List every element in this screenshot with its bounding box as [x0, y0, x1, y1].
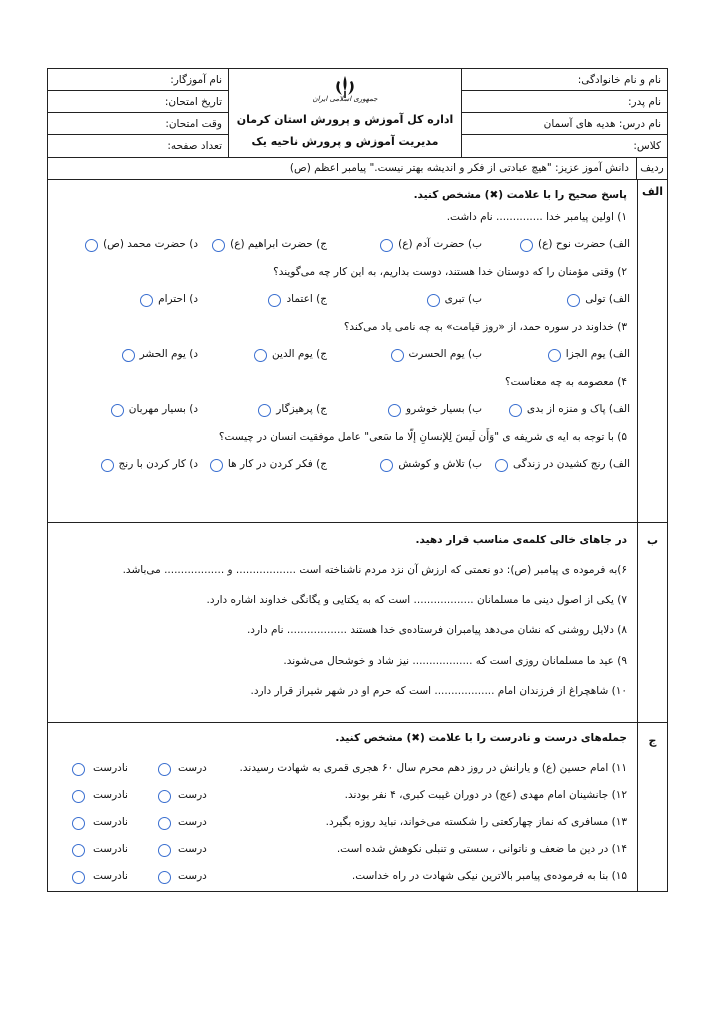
false-label: نادرست [93, 789, 128, 801]
option-label: د) بسیار مهربان [128, 403, 198, 415]
class-field[interactable]: کلاس: [633, 140, 661, 152]
student-name-field[interactable]: نام و نام خانوادگی: [462, 69, 667, 91]
true-false-statement: ۱۳) مسافری که نماز چهارکعتی را شکسته می‌خواند، نباید روزه بگیرد. [325, 816, 627, 828]
section-multiple-choice [48, 179, 667, 523]
fill-blank-item: ۶)به فرموده ی پیامبر (ص): دو نعمتی که ارزش آن نزد مردم ناشناخته است .................. و .................. می‌باشد. [122, 564, 627, 576]
father-name-field[interactable]: نام پدر: [462, 91, 667, 113]
false-radio[interactable] [72, 817, 85, 830]
option-radio[interactable] [254, 349, 267, 362]
option-label: الف) پاک و منزه از بدی [526, 403, 630, 415]
question-text: ۵) با توجه به ایه ی شریفه ی "وَأَن لَیسَ لِلإنسانِ إلّا ما سَعی" عامل موفقیت انسان در چیست؟ [218, 431, 627, 443]
true-radio[interactable] [158, 871, 171, 884]
emblem-caption: جمهوری اسلامی ایران [312, 95, 378, 103]
option-label: ب) تبری [444, 293, 482, 305]
true-false-statement: ۱۵) بنا به فرموده‌ی پیامبر بالاترین نیکی شهادت در راه خداست. [351, 870, 627, 882]
true-label: درست [178, 762, 207, 774]
row-number-header: ردیف [636, 157, 667, 179]
option-label: ب) بسیار خوشرو [406, 403, 482, 415]
header-title [229, 69, 461, 157]
page-count-field: تعداد صفحه: [167, 140, 222, 152]
option-radio[interactable] [140, 294, 153, 307]
option-label: د) حضرت محمد (ص) [103, 238, 198, 250]
option-label: ب) تلاش و کوشش [398, 458, 482, 470]
true-radio[interactable] [158, 790, 171, 803]
false-label: نادرست [93, 843, 128, 855]
question-text: ۴) معصومه به چه معناست؟ [505, 376, 627, 388]
exam-info [48, 69, 229, 157]
section-instruction: در جاهای خالی کلمه‌ی مناسب قرار دهید. [415, 534, 627, 546]
section-label: ب [637, 522, 667, 722]
quote-row [48, 157, 667, 180]
false-label: نادرست [93, 762, 128, 774]
option-label: د) کار کردن با رنج [118, 458, 198, 470]
true-radio[interactable] [158, 763, 171, 776]
section-label: ج [637, 722, 667, 891]
option-radio[interactable] [101, 459, 114, 472]
question-text: ۱) اولین پیامبر خدا .............. نام داشت. [446, 211, 627, 223]
option-label: الف) تولی [585, 293, 630, 305]
option-radio[interactable] [380, 239, 393, 252]
option-label: الف) رنج کشیدن در زندگی [513, 458, 630, 470]
true-label: درست [178, 789, 207, 801]
fill-blank-item: ۱۰) شاهچراغ از فرزندان امام .................. است که حرم او در شهر شیراز قرار دارد. [250, 685, 627, 697]
false-radio[interactable] [72, 844, 85, 857]
option-radio[interactable] [509, 404, 522, 417]
option-label: ج) فکر کردن در کار ها [227, 458, 327, 470]
option-label: ج) اعتماد [286, 293, 327, 305]
option-radio[interactable] [391, 349, 404, 362]
option-radio[interactable] [548, 349, 561, 362]
true-false-statement: ۱۲) جانشینان امام مهدی (عج) در دوران غیبت کبری، ۴ نفر بودند. [344, 789, 627, 801]
section-label: الف [637, 179, 667, 522]
section-true-false [48, 722, 667, 891]
fill-blank-item: ۸) دلایل روشنی که نشان می‌دهد پیامبران فرستاده‌ی خدا هستند .................. نام دارد. [246, 624, 627, 636]
fill-blank-item: ۷) یکی از اصول دینی ما مسلمانان .................. است که به یکتایی و یگانگی خداوند اشاره دارد. [206, 594, 627, 606]
true-false-statement: ۱۱) امام حسین (ع) و یارانش در روز دهم محرم سال ۶۰ هجری قمری به شهادت رسیدند. [239, 762, 627, 774]
false-radio[interactable] [72, 790, 85, 803]
option-radio[interactable] [210, 459, 223, 472]
option-radio[interactable] [388, 404, 401, 417]
option-radio[interactable] [567, 294, 580, 307]
quote-text: دانش آموز عزیز: "هیچ عبادتی از فکر و اندیشه بهتر نیست." پیامبر اعظم (ص) [289, 162, 629, 174]
option-radio[interactable] [268, 294, 281, 307]
option-radio[interactable] [380, 459, 393, 472]
true-radio[interactable] [158, 817, 171, 830]
option-label: ب) حضرت آدم (ع) [398, 238, 482, 250]
exam-header [48, 69, 667, 158]
option-radio[interactable] [495, 459, 508, 472]
section-fill-blank [48, 522, 667, 723]
true-false-statement: ۱۴) در دین ما ضعف و ناتوانی ، سستی و تنبلی نکوهش شده است. [336, 843, 627, 855]
option-label: د) احترام [158, 293, 198, 305]
question-text: ۳) خداوند در سوره حمد، از «روز قیامت» به چه نامی یاد می‌کند؟ [343, 321, 627, 333]
option-label: ج) حضرت ابراهیم (ع) [230, 238, 327, 250]
header-line-2: مدیریت آموزش و پرورش ناحیه یک [251, 135, 439, 148]
header-line-1: اداره کل آموزش و پرورش استان کرمان [236, 113, 454, 126]
option-label: ج) پرهیزگار [276, 403, 327, 415]
exam-sheet [47, 68, 668, 892]
section-instruction: جمله‌های درست و نادرست را با علامت (✖) مشخص کنید. [335, 732, 627, 744]
option-radio[interactable] [212, 239, 225, 252]
exam-date-field[interactable]: تاریخ امتحان: [48, 91, 228, 113]
fill-blank-item: ۹) عید ما مسلمانان روزی است که .................. نیز شاد و خوشحال می‌شوند. [283, 655, 627, 667]
option-label: الف) حضرت نوح (ع) [538, 238, 630, 250]
exam-time-field[interactable]: وقت امتحان: [48, 113, 228, 135]
option-label: ب) یوم الحسرت [408, 348, 482, 360]
teacher-name-field[interactable]: نام آموزگار: [48, 69, 228, 91]
option-label: ج) یوم الدین [272, 348, 327, 360]
section-instruction: پاسخ صحیح را با علامت (✖) مشخص کنید. [413, 189, 627, 201]
false-label: نادرست [93, 816, 128, 828]
option-label: الف) یوم الجزا [565, 348, 630, 360]
option-radio[interactable] [111, 404, 124, 417]
true-radio[interactable] [158, 844, 171, 857]
false-label: نادرست [93, 870, 128, 882]
true-label: درست [178, 816, 207, 828]
option-radio[interactable] [122, 349, 135, 362]
option-radio[interactable] [520, 239, 533, 252]
false-radio[interactable] [72, 871, 85, 884]
option-radio[interactable] [427, 294, 440, 307]
question-text: ۲) وقتی مؤمنان را که دوستان خدا هستند، دوست بداریم، به این کار چه می‌گویند؟ [273, 266, 627, 278]
option-radio[interactable] [85, 239, 98, 252]
true-label: درست [178, 870, 207, 882]
student-info [461, 69, 667, 157]
course-name-field: نام درس: هدیه های آسمان [462, 113, 667, 135]
option-label: د) یوم الحشر [139, 348, 198, 360]
option-radio[interactable] [258, 404, 271, 417]
false-radio[interactable] [72, 763, 85, 776]
true-label: درست [178, 843, 207, 855]
